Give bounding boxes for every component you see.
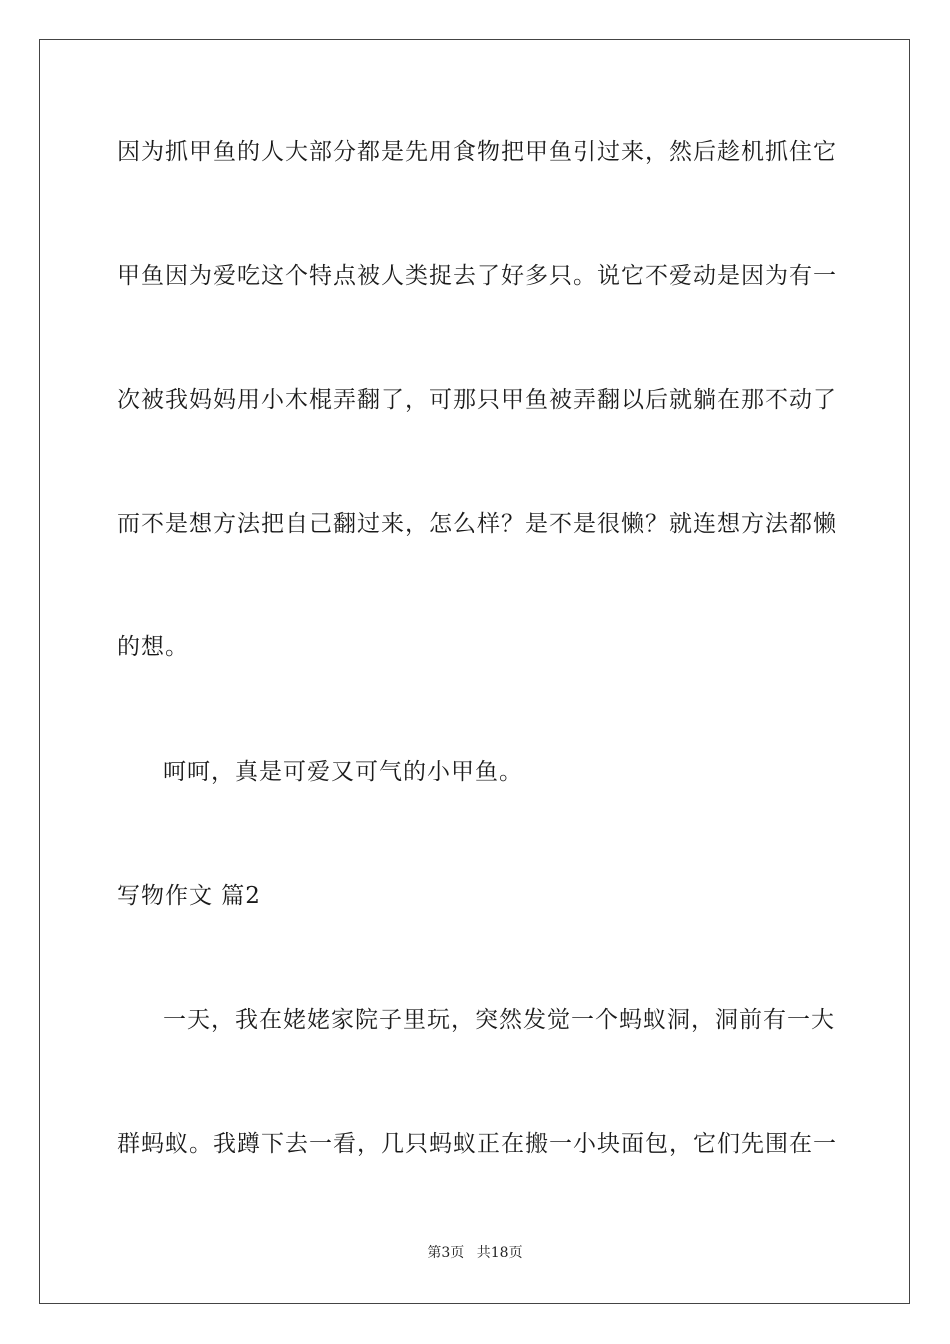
text-line-5: 的想。 <box>117 634 189 660</box>
page-border <box>39 39 910 1304</box>
text-line-1: 因为抓甲鱼的人大部分都是先用食物把甲鱼引过来，然后趁机抓住它 <box>117 139 837 165</box>
text-line-8: 一天，我在姥姥家院子里玩，突然发觉一个蚂蚁洞，洞前有一大 <box>163 1007 835 1033</box>
page-number: 第3页 <box>427 1245 465 1261</box>
text-line-6: 呵呵，真是可爱又可气的小甲鱼。 <box>163 759 523 785</box>
text-line-3: 次被我妈妈用小木棍弄翻了，可那只甲鱼被弄翻以后就躺在那不动了 <box>117 387 837 413</box>
page-total: 共18页 <box>476 1245 523 1261</box>
page-footer <box>0 1243 950 1263</box>
section-heading: 写物作文 篇2 <box>117 883 261 909</box>
text-line-2: 甲鱼因为爱吃这个特点被人类捉去了好多只。说它不爱动是因为有一 <box>117 263 837 289</box>
text-line-4: 而不是想方法把自己翻过来，怎么样？是不是很懒？就连想方法都懒 <box>117 511 837 537</box>
text-line-9: 群蚂蚁。我蹲下去一看，几只蚂蚁正在搬一小块面包，它们先围在一 <box>117 1131 837 1157</box>
